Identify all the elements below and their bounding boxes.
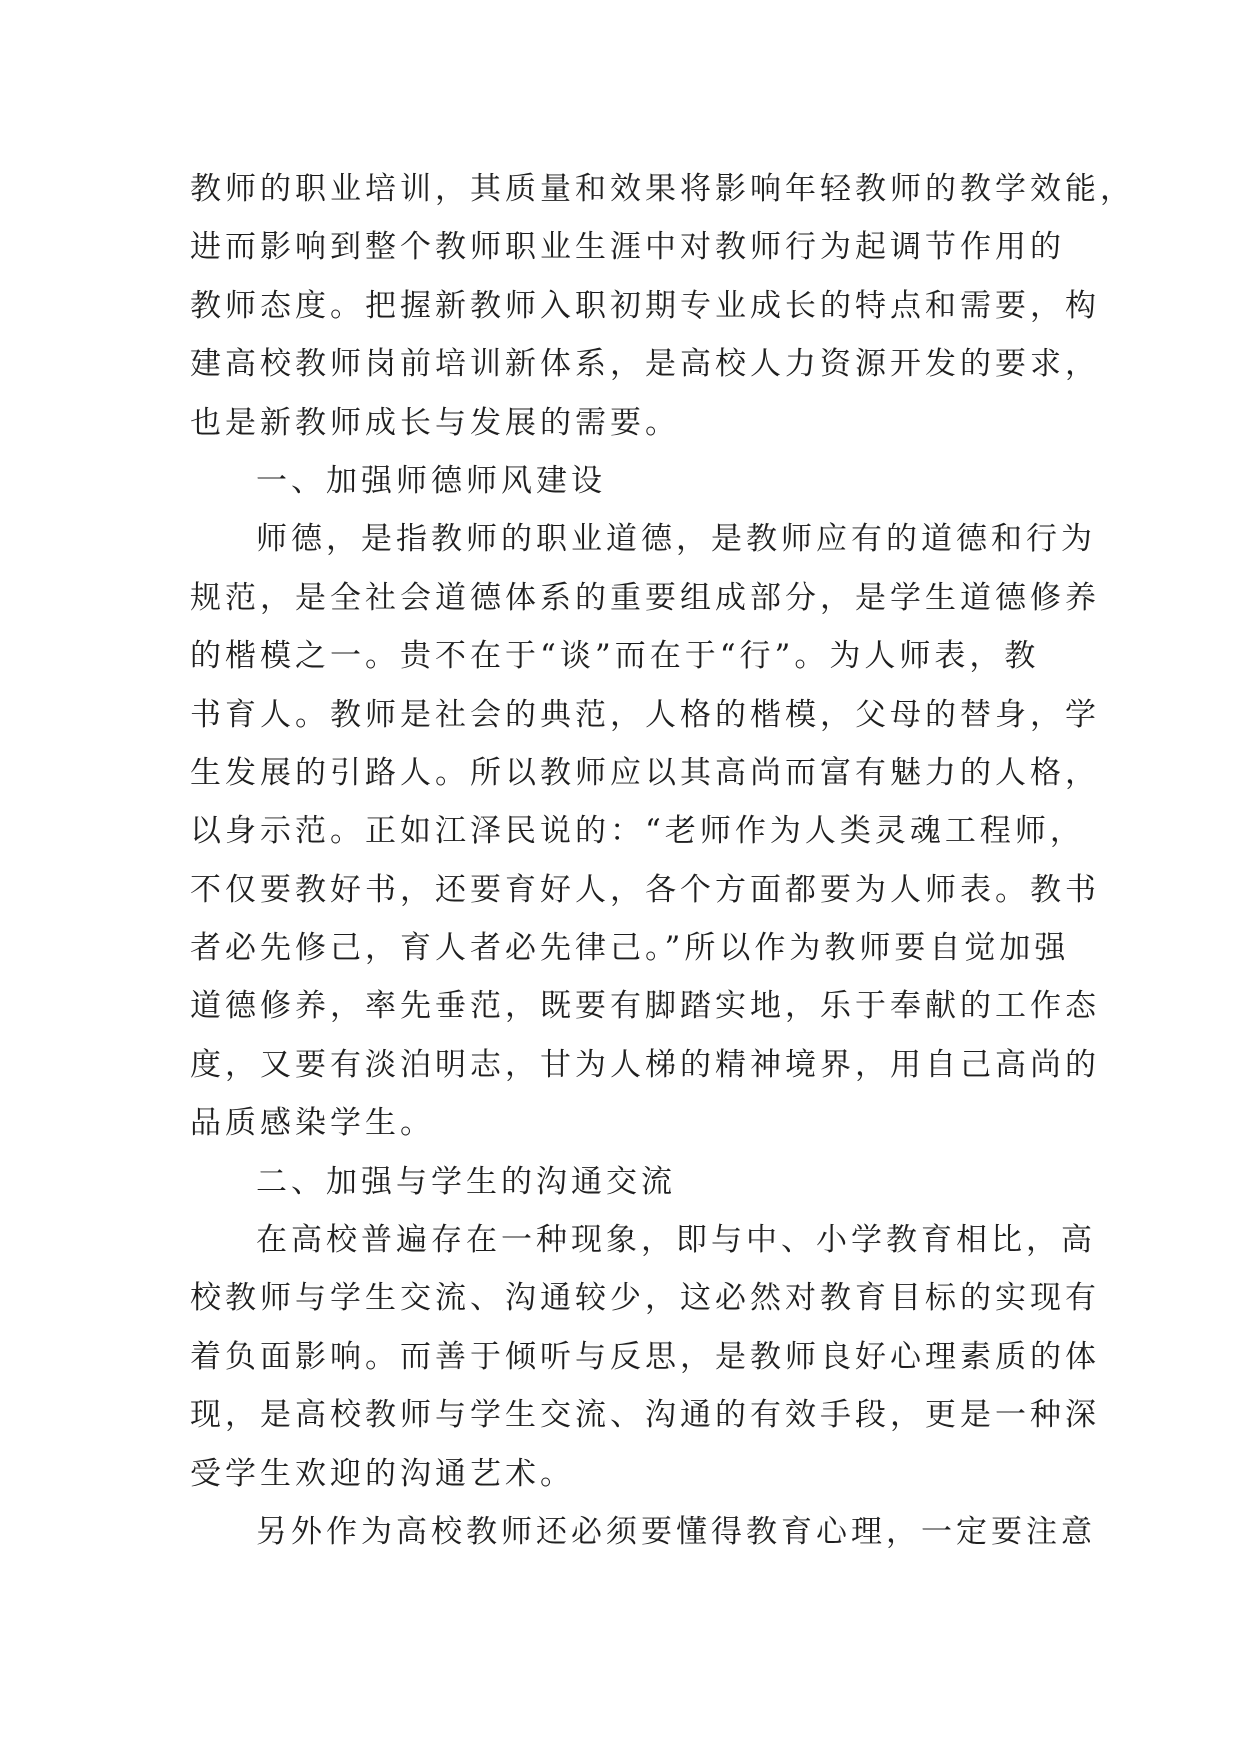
text-line: 建高校教师岗前培训新体系，是高校人力资源开发的要求， [190, 346, 1100, 383]
text-line: 的楷模之一。贵不在于“谈”而在于“行”。为人师表，教 [190, 638, 1040, 675]
document-body [190, 160, 1135, 1561]
text-line: 品质感染学生。 [190, 1105, 435, 1142]
section-heading-1: 一、加强师德师风建设 [256, 462, 606, 499]
text-line: 教师的职业培训，其质量和效果将影响年轻教师的教学效能， [190, 171, 1135, 207]
text-line: 校教师与学生交流、沟通较少，这必然对教育目标的实现有 [190, 1280, 1100, 1317]
section-heading-2: 二、加强与学生的沟通交流 [256, 1163, 676, 1200]
text-line: 师德，是指教师的职业道德，是教师应有的道德和行为 [256, 521, 1096, 558]
text-line: 书育人。教师是社会的典范，人格的楷模，父母的替身，学 [190, 696, 1100, 733]
section-1-paragraph [190, 510, 1100, 1152]
text-line: 度，又要有淡泊明志，甘为人梯的精神境界，用自己高尚的 [190, 1046, 1100, 1083]
text-line: 者必先修己，育人者必先律己。”所以作为教师要自觉加强 [190, 930, 1070, 967]
text-line: 不仅要教好书，还要育好人，各个方面都要为人师表。教书 [190, 871, 1100, 908]
section-2-paragraph-1 [190, 1211, 1100, 1503]
text-line: 规范，是全社会道德体系的重要组成部分，是学生道德修养 [190, 579, 1100, 616]
section-2-paragraph-2 [190, 1503, 1096, 1561]
text-line: 以身示范。正如江泽民说的：“老师作为人类灵魂工程师， [190, 813, 1085, 850]
text-line: 着负面影响。而善于倾听与反思，是教师良好心理素质的体 [190, 1338, 1100, 1375]
text-line: 现，是高校教师与学生交流、沟通的有效手段，更是一种深 [190, 1397, 1100, 1434]
text-line: 也是新教师成长与发展的需要。 [190, 404, 680, 441]
text-line: 生发展的引路人。所以教师应以其高尚而富有魅力的人格， [190, 754, 1100, 791]
intro-paragraph [190, 160, 1135, 452]
text-line: 教师态度。把握新教师入职初期专业成长的特点和需要，构 [190, 287, 1100, 324]
text-line: 受学生欢迎的沟通艺术。 [190, 1455, 575, 1492]
text-line: 进而影响到整个教师职业生涯中对教师行为起调节作用的 [190, 229, 1065, 266]
text-line: 道德修养，率先垂范，既要有脚踏实地，乐于奉献的工作态 [190, 988, 1100, 1025]
text-line: 在高校普遍存在一种现象，即与中、小学教育相比，高 [256, 1222, 1096, 1259]
text-line: 另外作为高校教师还必须要懂得教育心理，一定要注意 [256, 1513, 1096, 1550]
